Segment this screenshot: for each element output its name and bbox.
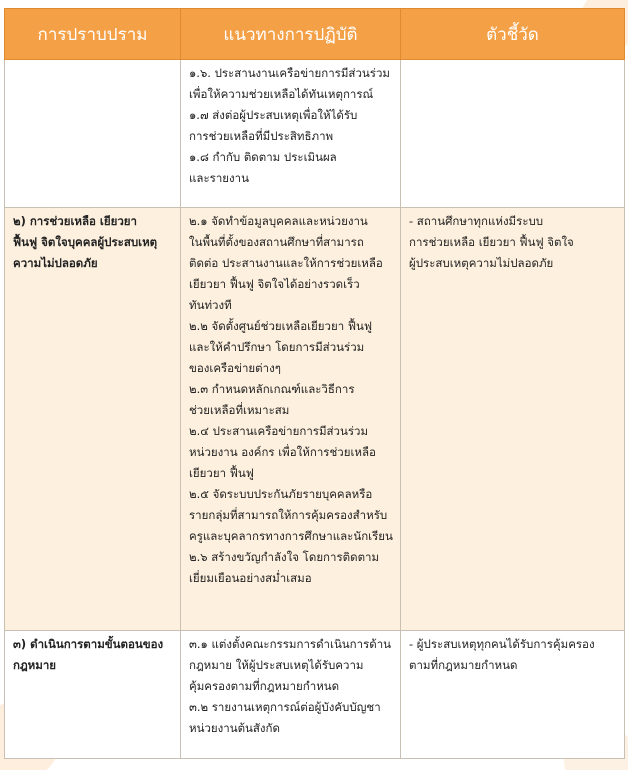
table-row (5, 60, 625, 208)
text-line: ติดต่อ ประสานงานและให้การช่วยเหลือ (189, 256, 383, 270)
text-line: การช่วยเหลือที่มีประสิทธิภาพ (189, 129, 334, 143)
header-suppression: การปราบปราม (5, 9, 181, 60)
text-line: ๓.๑ แต่งตั้งคณะกรรมการดำเนินการด้าน (189, 637, 392, 651)
header-guidelines: แนวทางการปฏิบัติ (181, 9, 401, 60)
text-line: เพื่อให้ความช่วยเหลือได้ทันเหตุการณ์ (189, 87, 374, 101)
indicator-cell (401, 60, 625, 208)
policy-table (4, 8, 625, 759)
text-line: ๓) ดำเนินการตามขั้นตอนของ (13, 637, 164, 651)
header-row (5, 9, 625, 60)
text-line: ๒.๒ จัดตั้งศูนย์ช่วยเหลือเยียวยา ฟื้นฟู (189, 319, 372, 333)
text-line: คุ้มครองตามที่กฎหมายกำหนด (189, 679, 340, 693)
text-line: ทันท่วงที (189, 298, 232, 312)
text-line: ๒.๕ จัดระบบประกันภัยรายบุคคลหรือ (189, 487, 373, 501)
text-line: และรายงาน (189, 171, 249, 185)
text-line: ในพื้นที่ตั้งของสถานศึกษาที่สามารถ (189, 235, 364, 249)
text-line: ๓.๒ รายงานเหตุการณ์ต่อผู้บังคับบัญชา (189, 700, 381, 714)
text-line: ๒) การช่วยเหลือ เยียวยา (13, 214, 137, 228)
topic-cell (5, 60, 181, 208)
text-line: เยียวยา ฟื้นฟู (189, 466, 254, 480)
text-line: กฎหมาย ให้ผู้ประสบเหตุได้รับความ (189, 658, 364, 672)
practice-cell (181, 60, 401, 208)
text-line: ๒.๑ จัดทำข้อมูลบุคคลและหน่วยงาน (189, 214, 368, 228)
text-line: หน่วยงานต้นสังกัด (189, 721, 280, 735)
practice-cell (181, 631, 401, 759)
table-row (5, 631, 625, 759)
text-line: - ผู้ประสบเหตุทุกคนได้รับการคุ้มครอง (409, 637, 595, 651)
text-line: ช่วยเหลือที่เหมาะสม (189, 403, 290, 417)
text-line: ความไม่ปลอดภัย (13, 256, 98, 270)
text-line: เยียวยา ฟื้นฟู จิตใจได้อย่างรวดเร็ว (189, 277, 360, 291)
text-line: ๒.๓ กำหนดหลักเกณฑ์และวิธีการ (189, 382, 355, 396)
text-line: รายกลุ่มที่สามารถให้การคุ้มครองสำหรับ (189, 508, 388, 522)
text-line: ๒.๖ สร้างขวัญกำลังใจ โดยการติดตาม (189, 550, 380, 564)
practice-cell (181, 208, 401, 631)
text-line: - สถานศึกษาทุกแห่งมีระบบ (409, 214, 544, 228)
topic-cell (5, 631, 181, 759)
text-line: ๑.๖. ประสานงานเครือข่ายการมีส่วนร่วม (189, 66, 390, 80)
indicator-cell (401, 631, 625, 759)
text-line: และให้คำปรึกษา โดยการมีส่วนร่วม (189, 340, 365, 354)
text-line: ตามที่กฎหมายกำหนด (409, 658, 518, 672)
text-line: ๒.๔ ประสานเครือข่ายการมีส่วนร่วม (189, 424, 369, 438)
text-line: ครูและบุคลากรทางการศึกษาและนักเรียน (189, 529, 393, 543)
text-line: ผู้ประสบเหตุความไม่ปลอดภัย (409, 256, 554, 270)
text-line: การช่วยเหลือ เยียวยา ฟื้นฟู จิตใจ (409, 235, 574, 249)
text-line: ของเครือข่ายต่างๆ (189, 361, 281, 375)
text-line: เยี่ยมเยือนอย่างสม่ำเสมอ (189, 571, 312, 585)
text-line: หน่วยงาน องค์กร เพื่อให้การช่วยเหลือ (189, 445, 376, 459)
text-line: ๑.๘ กำกับ ติดตาม ประเมินผล (189, 150, 337, 164)
topic-cell (5, 208, 181, 631)
text-line: ๑.๗ ส่งต่อผู้ประสบเหตุเพื่อให้ได้รับ (189, 108, 358, 122)
table-row (5, 208, 625, 631)
header-indicators: ตัวชี้วัด (401, 9, 625, 60)
text-line: ฟื้นฟู จิตใจบุคคลผู้ประสบเหตุ (13, 235, 158, 249)
text-line: กฎหมาย (13, 658, 57, 672)
indicator-cell (401, 208, 625, 631)
